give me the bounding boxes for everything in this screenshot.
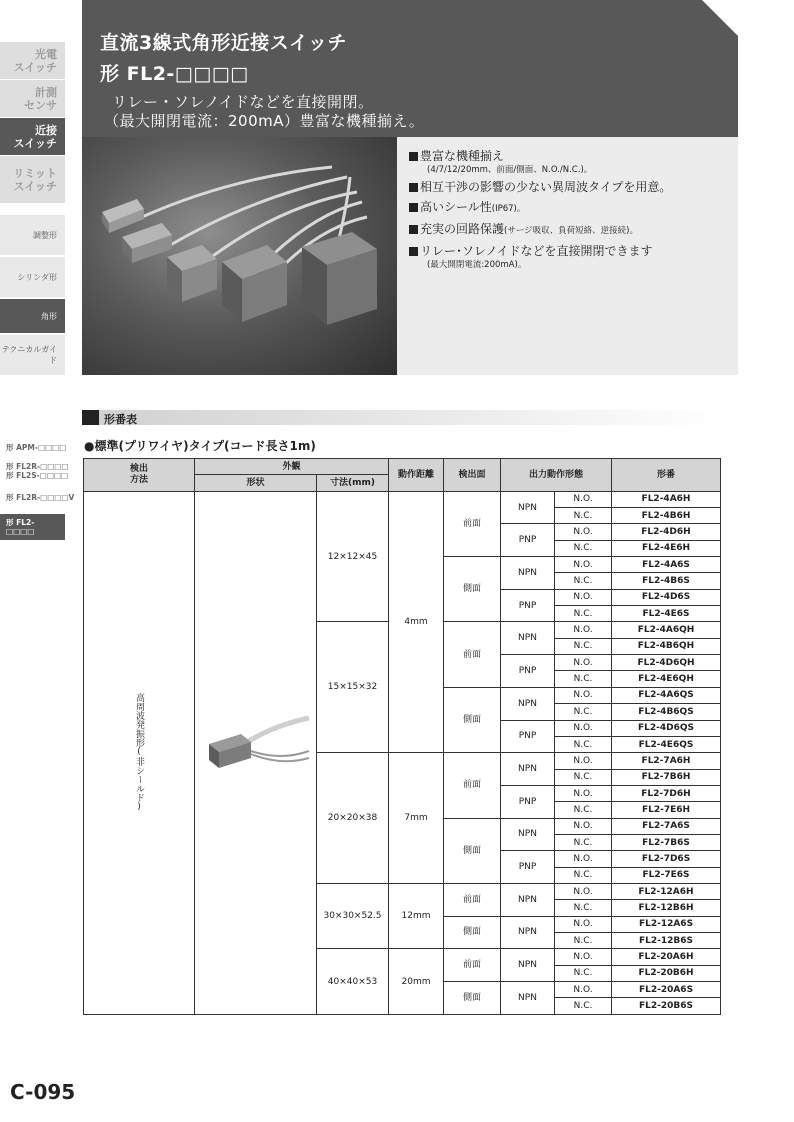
- nav-tab-label: 近接 スイッチ: [13, 123, 57, 150]
- header-model: 形番: [612, 459, 721, 492]
- sensing-distance-cell: 7mm: [389, 753, 444, 884]
- square-bullet-icon: [409, 203, 418, 212]
- nav-sub-label: 調整形: [33, 230, 57, 240]
- contact-cell: N.O.: [555, 655, 612, 671]
- header-sensing-face: 検出面: [444, 459, 501, 492]
- feature-item: 豊富な機種揃え: [409, 149, 728, 164]
- contact-cell: N.O.: [555, 851, 612, 867]
- sensing-face-cell: 側面: [444, 557, 501, 622]
- model-cell: FL2-12B6S: [612, 932, 721, 948]
- page-title: 直流3線式角形近接スイッチ: [100, 32, 347, 54]
- nav-sub-label: テクニカルガイド: [1, 345, 57, 365]
- detection-method-cell: 高周波発振形(非シールド): [84, 491, 195, 1014]
- contact-cell: N.C.: [555, 540, 612, 556]
- sensing-distance-cell: 4mm: [389, 491, 444, 753]
- model-cell: FL2-20A6S: [612, 982, 721, 998]
- product-photo: [82, 137, 397, 375]
- model-cell: FL2-4A6QH: [612, 622, 721, 638]
- model-cell: FL2-7E6H: [612, 802, 721, 818]
- model-cell: FL2-4D6QH: [612, 655, 721, 671]
- related-model-fl2[interactable]: 形 FL2-□□□□: [0, 514, 65, 540]
- output-type-cell: PNP: [501, 655, 555, 688]
- model-cell: FL2-4A6H: [612, 491, 721, 507]
- model-cell: FL2-7D6H: [612, 785, 721, 801]
- contact-cell: N.O.: [555, 753, 612, 769]
- sensing-face-cell: 側面: [444, 818, 501, 883]
- output-type-cell: PNP: [501, 851, 555, 884]
- contact-cell: N.O.: [555, 720, 612, 736]
- sensing-face-cell: 側面: [444, 687, 501, 752]
- output-type-cell: NPN: [501, 982, 555, 1015]
- sensing-distance-cell: 12mm: [389, 883, 444, 948]
- output-type-cell: NPN: [501, 916, 555, 949]
- contact-cell: N.C.: [555, 932, 612, 948]
- model-cell: FL2-20B6S: [612, 998, 721, 1014]
- nav-tab-proximity[interactable]: [0, 118, 65, 156]
- model-cell: FL2-12A6H: [612, 883, 721, 899]
- contact-cell: N.C.: [555, 508, 612, 524]
- nav-tab-measurement[interactable]: [0, 80, 65, 118]
- output-type-cell: PNP: [501, 785, 555, 818]
- contact-cell: N.C.: [555, 802, 612, 818]
- contact-cell: N.C.: [555, 671, 612, 687]
- feature-note: (4/7/12/20mm、前面/側面、N.O./N.C.)。: [427, 165, 593, 175]
- contact-cell: N.C.: [555, 704, 612, 720]
- sensor-shape-icon: [201, 706, 311, 796]
- nav-tab-label: 光電 スイッチ: [13, 47, 57, 74]
- model-cell: FL2-4D6S: [612, 589, 721, 605]
- features-panel: [397, 137, 738, 375]
- model-cell: FL2-4A6S: [612, 557, 721, 573]
- model-cell: FL2-4E6QS: [612, 736, 721, 752]
- contact-cell: N.C.: [555, 769, 612, 785]
- sensing-face-cell: 側面: [444, 916, 501, 949]
- nav-sub-cylinder[interactable]: [0, 257, 65, 299]
- header-output: 出力動作形態: [501, 459, 612, 492]
- contact-cell: N.C.: [555, 573, 612, 589]
- output-type-cell: NPN: [501, 557, 555, 590]
- subtitle-line-1: リレー・ソレノイドなどを直接開閉。: [112, 93, 374, 111]
- model-cell: FL2-20B6H: [612, 965, 721, 981]
- nav-tab-label: 計測 センサ: [24, 85, 57, 112]
- model-cell: FL2-4A6QS: [612, 687, 721, 703]
- model-cell: FL2-7A6H: [612, 753, 721, 769]
- dimensions-cell: 20×20×38: [317, 753, 389, 884]
- contact-cell: N.O.: [555, 622, 612, 638]
- contact-cell: N.C.: [555, 606, 612, 622]
- contact-cell: N.C.: [555, 638, 612, 654]
- model-cell: FL2-4B6H: [612, 508, 721, 524]
- contact-cell: N.C.: [555, 834, 612, 850]
- related-model-apm[interactable]: 形 APM-□□□□: [6, 443, 67, 452]
- contact-cell: N.C.: [555, 736, 612, 752]
- square-bullet-icon: [409, 225, 418, 234]
- section-header: [82, 410, 722, 425]
- sensing-face-cell: 側面: [444, 982, 501, 1015]
- output-type-cell: PNP: [501, 524, 555, 557]
- sensing-face-cell: 前面: [444, 949, 501, 982]
- feature-item: 高いシール性(IP67)。: [409, 200, 728, 217]
- nav-sub-label: シリンダ形: [17, 272, 57, 282]
- header-shape: 形状: [195, 475, 317, 491]
- output-type-cell: NPN: [501, 687, 555, 720]
- model-cell: FL2-4D6H: [612, 524, 721, 540]
- contact-cell: N.C.: [555, 998, 612, 1014]
- nav-sub-label: 角形: [41, 311, 57, 321]
- model-cell: FL2-4E6H: [612, 540, 721, 556]
- contact-cell: N.O.: [555, 818, 612, 834]
- sensing-distance-cell: 20mm: [389, 949, 444, 1014]
- output-type-cell: NPN: [501, 753, 555, 786]
- page-number: C-095: [10, 1080, 76, 1104]
- square-bullet-icon: [409, 247, 418, 256]
- model-cell: FL2-4B6QH: [612, 638, 721, 654]
- model-cell: FL2-7B6S: [612, 834, 721, 850]
- product-photo-illustration: [82, 137, 397, 375]
- contact-cell: N.O.: [555, 916, 612, 932]
- output-type-cell: PNP: [501, 589, 555, 622]
- nav-tab-photoelectric[interactable]: [0, 42, 65, 80]
- output-type-cell: PNP: [501, 720, 555, 753]
- related-model-fl2r-fl2s[interactable]: 形 FL2R-□□□□ 形 FL2S-□□□□: [6, 462, 69, 480]
- model-cell: FL2-7B6H: [612, 769, 721, 785]
- contact-cell: N.O.: [555, 785, 612, 801]
- output-type-cell: NPN: [501, 491, 555, 524]
- contact-cell: N.C.: [555, 867, 612, 883]
- nav-tab-label: リミット スイッチ: [13, 166, 57, 193]
- feature-item: 充実の回路保護(サージ吸収、負荷短絡、逆接続)。: [409, 222, 728, 239]
- nav-tab-limit[interactable]: [0, 156, 65, 204]
- sensing-face-cell: 前面: [444, 622, 501, 687]
- header-detection-method: 検出 方法: [84, 459, 195, 492]
- model-cell: FL2-12B6H: [612, 900, 721, 916]
- output-type-cell: NPN: [501, 622, 555, 655]
- contact-cell: N.O.: [555, 982, 612, 998]
- model-cell: FL2-12A6S: [612, 916, 721, 932]
- header-dimensions: 寸法(mm): [317, 475, 389, 491]
- feature-item: リレー･ソレノイドなどを直接開閉できます: [409, 244, 728, 259]
- dimensions-cell: 40×40×53: [317, 949, 389, 1014]
- header-appearance: 外観: [195, 459, 389, 475]
- shape-cell: [195, 491, 317, 1014]
- header-sensing-distance: 動作距離: [389, 459, 444, 492]
- contact-cell: N.O.: [555, 949, 612, 965]
- square-bullet-icon: [409, 183, 418, 192]
- sensing-face-cell: 前面: [444, 491, 501, 556]
- model-cell: FL2-7D6S: [612, 851, 721, 867]
- model-cell: FL2-7A6S: [612, 818, 721, 834]
- model-cell: FL2-7E6S: [612, 867, 721, 883]
- feature-note: (最大開閉電流:200mA)。: [427, 260, 527, 270]
- square-bullet-icon: [409, 152, 418, 161]
- contact-cell: N.O.: [555, 491, 612, 507]
- contact-cell: N.O.: [555, 589, 612, 605]
- output-type-cell: NPN: [501, 949, 555, 982]
- table-row: [84, 491, 721, 507]
- contact-cell: N.C.: [555, 965, 612, 981]
- sensing-face-cell: 前面: [444, 753, 501, 818]
- nav-sub-square[interactable]: [0, 299, 65, 335]
- model-table: [83, 458, 721, 1015]
- nav-sub-technical-guide[interactable]: [0, 335, 65, 377]
- subtitle-line-2: （最大開閉電流：200mA）豊富な機種揃え。: [104, 112, 425, 130]
- table-caption: ●標準(プリワイヤ)タイプ(コード長さ1m): [84, 439, 316, 453]
- feature-item: 相互干渉の影響の少ない異周波タイプを用意。: [409, 180, 728, 195]
- model-table-body: [84, 491, 721, 1014]
- model-cell: FL2-4B6QS: [612, 704, 721, 720]
- output-type-cell: NPN: [501, 818, 555, 851]
- output-type-cell: NPN: [501, 883, 555, 916]
- model-cell: FL2-4E6S: [612, 606, 721, 622]
- dimensions-cell: 30×30×52.5: [317, 883, 389, 948]
- nav-sub-adjustable[interactable]: [0, 215, 65, 257]
- contact-cell: N.C.: [555, 900, 612, 916]
- model-cell: FL2-20A6H: [612, 949, 721, 965]
- dimensions-cell: 12×12×45: [317, 491, 389, 622]
- contact-cell: N.O.: [555, 883, 612, 899]
- model-cell: FL2-4B6S: [612, 573, 721, 589]
- sensing-face-cell: 前面: [444, 883, 501, 916]
- dimensions-cell: 15×15×32: [317, 622, 389, 753]
- model-title: 形 FL2-□□□□: [100, 63, 249, 85]
- contact-cell: N.O.: [555, 524, 612, 540]
- section-marker-icon: [82, 410, 99, 425]
- model-cell: FL2-4D6QS: [612, 720, 721, 736]
- contact-cell: N.O.: [555, 687, 612, 703]
- contact-cell: N.O.: [555, 557, 612, 573]
- related-model-fl2r-v[interactable]: 形 FL2R-□□□□V: [6, 493, 75, 502]
- section-title: 形番表: [104, 413, 137, 426]
- model-cell: FL2-4E6QH: [612, 671, 721, 687]
